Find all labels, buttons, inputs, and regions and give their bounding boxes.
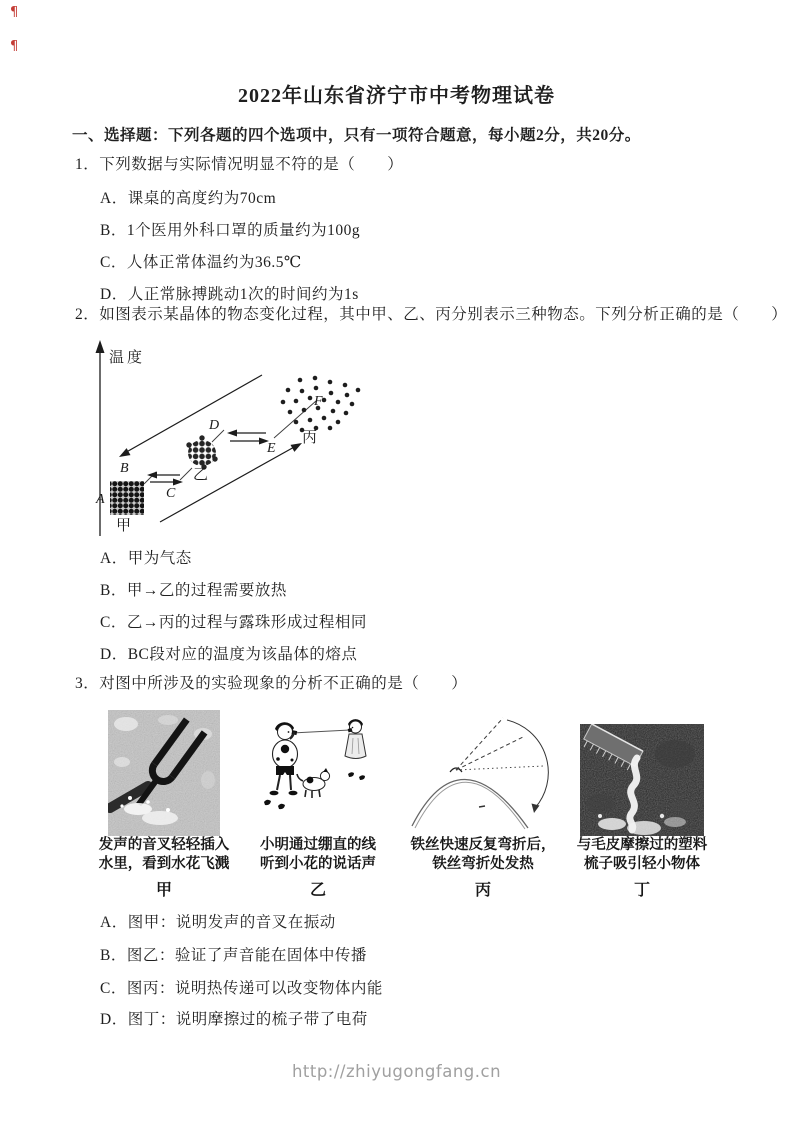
q3-option-d: D．图丁：说明摩擦过的梳子带了电荷 xyxy=(100,1011,368,1028)
figure-jia-imgbox xyxy=(108,706,220,836)
liquid-state-particles xyxy=(188,440,216,466)
question-2-stem: 2．如图表示某晶体的物态变化过程，其中甲、乙、丙分别表示三种物态。下列分析正确的是（ ） xyxy=(75,306,788,323)
solid-state-particles xyxy=(110,481,144,515)
arrowhead-icon xyxy=(291,443,303,452)
figure-yi-caption-1: 小明通过绷直的线 xyxy=(260,837,376,853)
figure-bing-caption-1: 铁丝快速反复弯折后， xyxy=(410,837,556,853)
axis-arrowhead-icon xyxy=(96,340,105,353)
figure-bing-caption-2: 铁丝弯折处发热 xyxy=(432,856,534,872)
question-3-stem: 3．对图中所涉及的实验现象的分析不正确的是（ ） xyxy=(75,675,468,692)
figure-jia xyxy=(96,706,232,900)
dog-figure xyxy=(297,768,330,798)
arrowhead-icon xyxy=(147,472,157,479)
phase-change-diagram xyxy=(90,338,590,550)
figure-jia-caption-1: 发声的音叉轻轻插入 xyxy=(98,837,230,853)
watermark-url: http://zhiyugongfang.cn xyxy=(291,1062,502,1081)
point-a-label: A xyxy=(96,492,105,507)
girl-figure xyxy=(345,719,366,780)
figure-ding xyxy=(574,706,710,900)
figure-ding-imgbox xyxy=(580,706,704,836)
arrowhead-icon xyxy=(173,479,183,486)
point-d-label: D xyxy=(209,418,220,433)
wire-position-dashed xyxy=(456,718,503,770)
q2-option-b: B．甲→乙的过程需要放热 xyxy=(100,582,287,599)
q1-option-d: D．人正常脉搏跳动1次的时间约为1s xyxy=(100,286,359,303)
figure-yi-imgbox xyxy=(256,706,380,836)
figure-yi-caption-2: 听到小花的说话声 xyxy=(260,856,376,872)
q3-option-c: C．图丙：说明热传递可以改变物体内能 xyxy=(100,980,383,997)
taut-string xyxy=(292,730,350,733)
cooling-direction-arrow xyxy=(123,375,262,454)
comb-photo xyxy=(580,724,704,836)
arrowhead-icon xyxy=(227,430,237,437)
question-1-stem: 1．下列数据与实际情况明显不符的是（ ） xyxy=(75,156,404,173)
figure-ding-label: 丁 xyxy=(633,882,650,899)
section-header: 一、选择题：下列各题的四个选项中，只有一项符合题意，每小题2分，共20分。 xyxy=(72,127,641,144)
edit-mark-icon: ¶ xyxy=(10,5,19,20)
axis-label-temperature: 温度 xyxy=(109,350,146,366)
figure-bing xyxy=(404,706,562,900)
string-telephone-drawing xyxy=(256,714,380,836)
figure-bing-imgbox xyxy=(406,706,560,836)
heating-direction-arrow xyxy=(160,446,296,522)
state-yi-label: 乙 xyxy=(193,467,209,483)
point-f-label: F xyxy=(314,394,323,409)
q3-option-b: B．图乙：验证了声音能在固体中传播 xyxy=(100,947,367,964)
figure-bing-label: 丙 xyxy=(474,882,491,899)
q3-figure-row xyxy=(96,706,710,900)
bent-wire xyxy=(412,779,528,828)
q1-option-c: C．人体正常体温约为36.5℃ xyxy=(100,254,302,271)
arrowhead-icon xyxy=(532,804,540,814)
page-title: 2022年山东省济宁市中考物理试卷 xyxy=(238,85,555,107)
point-b-label: B xyxy=(120,461,129,476)
edit-mark-icon: ¶ xyxy=(10,39,19,54)
q2-option-c: C．乙→丙的过程与露珠形成过程相同 xyxy=(100,614,367,631)
figure-jia-label: 甲 xyxy=(155,882,172,899)
arrowhead-icon xyxy=(119,448,131,457)
figure-ding-caption-2: 梳子吸引轻小物体 xyxy=(584,856,700,872)
figure-yi-label: 乙 xyxy=(309,882,326,899)
boy-figure xyxy=(264,722,298,809)
state-jia-label: 甲 xyxy=(116,518,132,534)
q3-option-a: A．图甲：说明发声的音叉在振动 xyxy=(100,914,336,931)
wire-bending-diagram xyxy=(406,712,560,836)
state-bing-label: 丙 xyxy=(302,430,318,446)
figure-ding-caption-1: 与毛皮摩擦过的塑料 xyxy=(576,837,708,853)
figure-jia-caption-2: 水里，看到水花飞溅 xyxy=(98,856,230,872)
tuning-fork-photo xyxy=(108,710,220,836)
figure-yi xyxy=(244,706,392,900)
point-c-label: C xyxy=(166,486,176,501)
point-e-label: E xyxy=(267,441,276,456)
q2-option-d: D．BC段对应的温度为该晶体的熔点 xyxy=(100,646,358,663)
bending-motion-arrow xyxy=(507,720,548,808)
q2-option-a: A．甲为气态 xyxy=(100,550,192,567)
q1-option-a: A．课桌的高度约为70cm xyxy=(100,190,277,207)
q1-option-b: B．1个医用外科口罩的质量约为100g xyxy=(100,222,361,239)
